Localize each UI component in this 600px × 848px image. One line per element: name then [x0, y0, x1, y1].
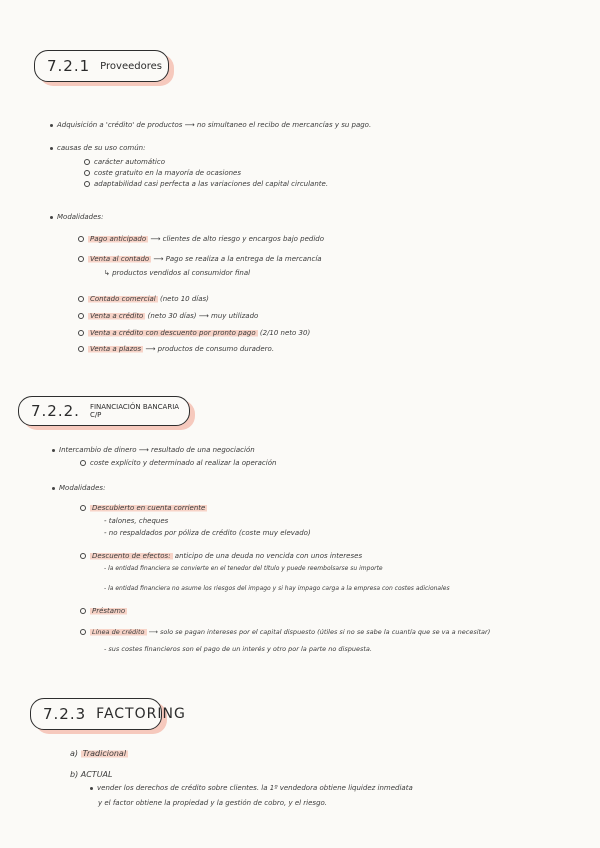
section-title-box	[30, 698, 186, 730]
section-number: 7.2.3	[43, 705, 87, 723]
bullet-icon	[80, 505, 86, 511]
section-title: Proveedores	[100, 60, 162, 72]
list-item: Línea de crédito ⟶ solo se pagan intereses por el capital dispuesto (útiles si no se sabe la cuantía que se va a necesitar)	[80, 629, 490, 636]
list-item: Venta a crédito (neto 30 días) ⟶ muy utilizado	[78, 313, 258, 320]
section-number: 7.2.1	[47, 57, 91, 75]
text-line: y el factor obtiene la propiedad y la gestión de cobro, y el riesgo.	[98, 799, 328, 807]
section-title-box	[34, 50, 169, 82]
text-line: Modalidades:	[50, 214, 103, 221]
bullet-icon	[78, 330, 84, 336]
bullet-icon	[84, 170, 90, 176]
list-item: Venta a plazos ⟶ productos de consumo duradero.	[78, 346, 274, 353]
bullet-icon	[52, 449, 55, 452]
list-item: b) ACTUAL	[70, 770, 113, 779]
text-line: causas de su uso común:	[50, 145, 145, 152]
list-item: Pago anticipado ⟶ clientes de alto riesgo y encargos bajo pedido	[78, 236, 324, 243]
bullet-icon	[50, 216, 53, 219]
bullet-icon	[78, 296, 84, 302]
bullet-icon	[84, 181, 90, 187]
list-item: adaptabilidad casi perfecta a las variaciones del capital circulante.	[84, 181, 328, 188]
section-number: 7.2.2.	[31, 402, 80, 420]
bullet-icon	[90, 787, 93, 790]
text-line: Modalidades:	[52, 485, 105, 492]
text-line: Intercambio de dinero ⟶ resultado de una negociación	[52, 447, 255, 454]
bullet-icon	[80, 608, 86, 614]
bullet-icon	[78, 236, 84, 242]
list-item: Contado comercial (neto 10 días)	[78, 296, 209, 303]
list-item: carácter automático	[84, 159, 165, 166]
bullet-icon	[50, 124, 53, 127]
bullet-icon	[52, 487, 55, 490]
list-subitem: ↳ productos vendidos al consumidor final	[104, 269, 251, 277]
bullet-icon	[80, 629, 86, 635]
text-line: vender los derechos de crédito sobre clientes. la 1º vendedora obtiene liquidez inmediata	[90, 785, 413, 792]
bullet-icon	[80, 553, 86, 559]
bullet-icon	[78, 346, 84, 352]
list-item: Venta a crédito con descuento por pronto pago (2/10 neto 30)	[78, 330, 310, 337]
list-subitem: - talones, cheques	[104, 517, 169, 525]
bullet-icon	[84, 159, 90, 165]
section-title: FINANCIACIÓN BANCARIA C/P	[89, 403, 180, 419]
bullet-icon	[80, 460, 86, 466]
list-item: coste explícito y determinado al realizar la operación	[80, 460, 276, 467]
section-title: FACTORING	[96, 706, 186, 722]
list-item: Préstamo	[80, 608, 127, 615]
list-item: Venta al contado ⟶ Pago se realiza a la entrega de la mercancía	[78, 256, 322, 263]
list-item: coste gratuito en la mayoría de ocasiones	[84, 170, 241, 177]
bullet-icon	[50, 147, 53, 150]
text-line: Adquisición a 'crédito' de productos ⟶ no simultaneo el recibo de mercancías y su pago.	[50, 122, 371, 129]
list-item: Descubierto en cuenta corriente	[80, 505, 207, 512]
list-subitem: - la entidad financiera se convierte en el tenedor del título y puede reembolsarse su importe	[104, 565, 383, 572]
list-subitem: - sus costes financieros son el pago de un interés y otro por la parte no dispuesta.	[104, 645, 372, 653]
list-subitem: - la entidad financiera no asume los riesgos del impago y si hay impago carga a la empresa con costes adicionales	[104, 585, 450, 592]
list-item: Descuento de efectos: anticipo de una deuda no vencida con unos intereses	[80, 553, 362, 560]
list-item: a) Tradicional	[70, 749, 127, 758]
section-title-box	[18, 396, 190, 426]
bullet-icon	[78, 256, 84, 262]
bullet-icon	[78, 313, 84, 319]
list-subitem: - no respaldados por póliza de crédito (coste muy elevado)	[104, 529, 311, 537]
